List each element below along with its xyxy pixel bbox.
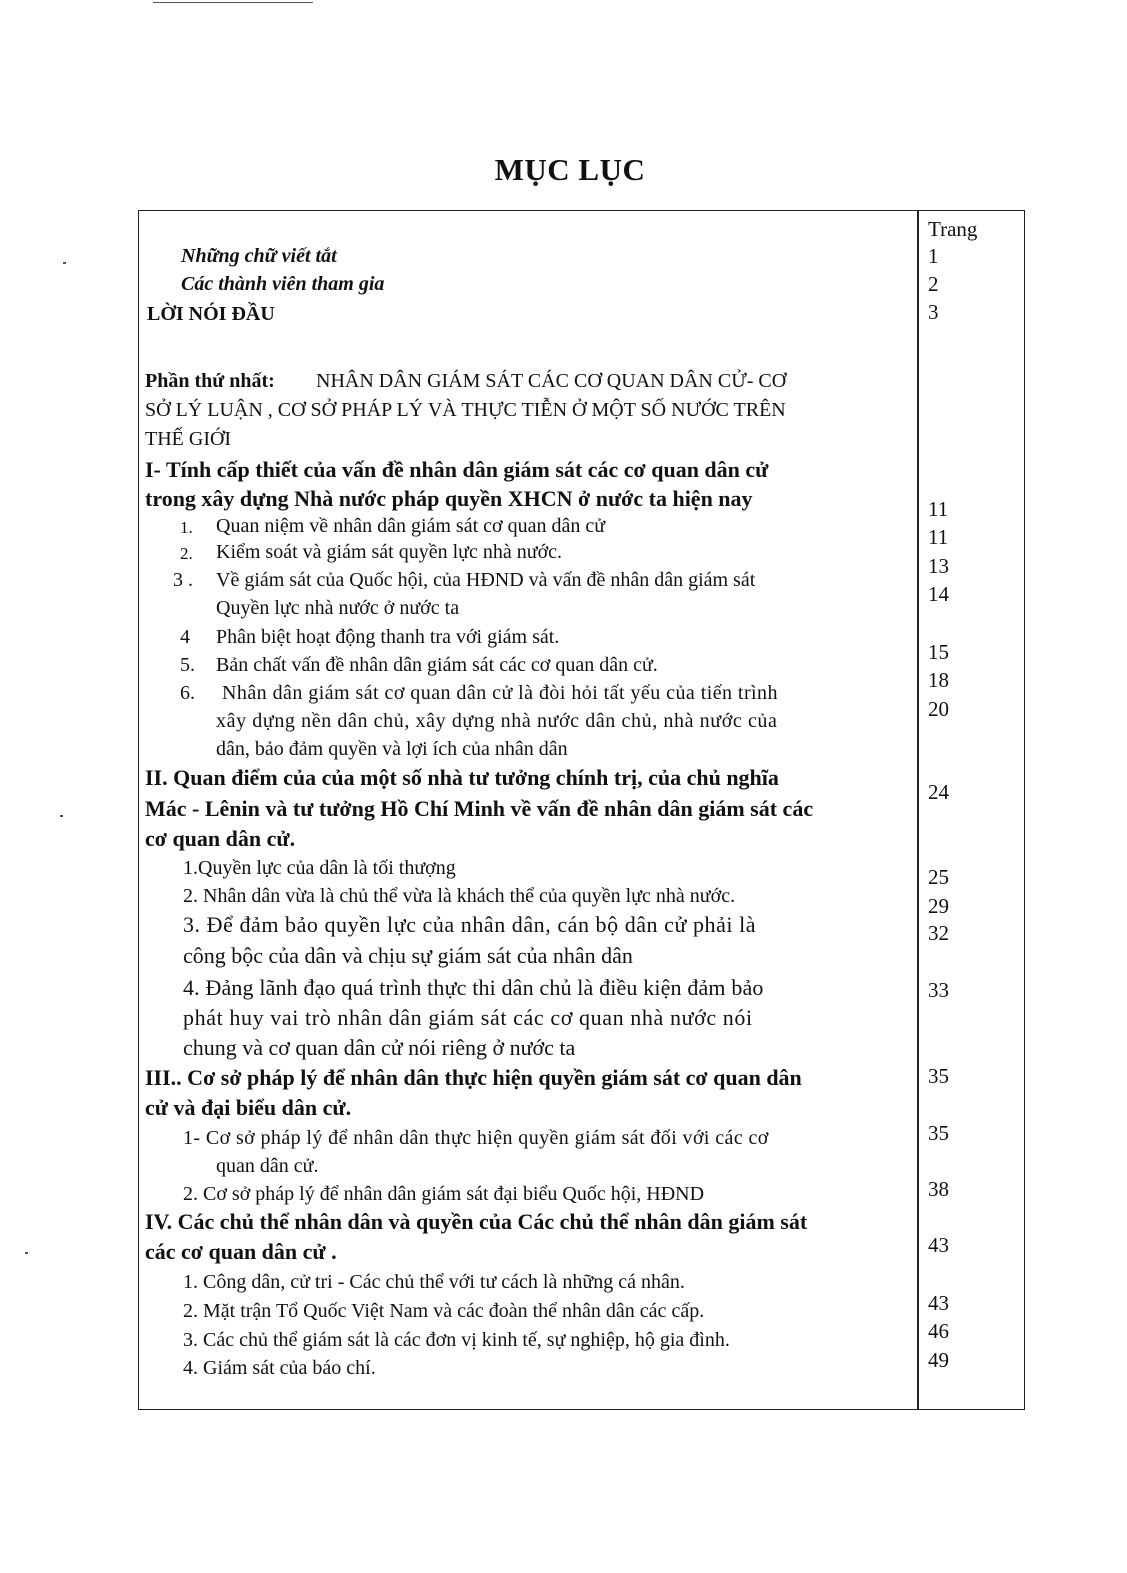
toc-item-text: công bộc của dân và chịu sự giám sát của nhân dân: [183, 943, 633, 968]
page-number: 14: [928, 582, 949, 606]
page-number: 15: [928, 640, 949, 664]
toc-item-text: 2. Cơ sở pháp lý để nhân dân giám sát đại biểu Quốc hội, HĐND: [183, 1183, 705, 1205]
toc-item-text: Quyền lực nhà nước ở nước ta: [216, 597, 460, 619]
section-heading-line: trong xây dựng Nhà nước pháp quyền XHCN ở nước ta hiện nay: [145, 486, 753, 511]
page-number: 20: [928, 697, 949, 721]
toc-entry-preface: LỜI NÓI ĐẦU: [147, 303, 275, 325]
page-number: 11: [928, 525, 949, 549]
page-number: 24: [928, 780, 949, 804]
toc-item-text: 2. Mặt trận Tổ Quốc Việt Nam và các đoàn thể nhân dân các cấp.: [183, 1300, 705, 1322]
page-number: 43: [928, 1233, 949, 1257]
toc-item-text: 3. Các chủ thể giám sát là các đơn vị kinh tế, sự nghiệp, hộ gia đình.: [183, 1329, 730, 1351]
toc-item-text: xây dựng nền dân chủ, xây dựng nhà nước dân chủ, nhà nước của: [216, 710, 778, 732]
page-number: 35: [928, 1121, 949, 1145]
toc-item-text: 1- Cơ sở pháp lý để nhân dân thực hiện quyền giám sát đối với các cơ: [183, 1127, 769, 1149]
toc-item-text: Bản chất vấn đề nhân dân giám sát các cơ quan dân cử.: [216, 654, 658, 676]
page-number: 1: [928, 244, 939, 268]
toc-item-text: Nhân dân giám sát cơ quan dân cử là đòi hỏi tất yếu của tiến trình: [222, 682, 778, 704]
page-number: 43: [928, 1291, 949, 1315]
toc-item-text: quan dân cử.: [216, 1155, 319, 1177]
toc-item-number: 3 .: [173, 569, 193, 591]
page-number: 49: [928, 1348, 949, 1372]
page-number: 29: [928, 894, 949, 918]
page-title: MỤC LỤC: [494, 152, 646, 187]
section-heading-line: I- Tính cấp thiết của vấn đề nhân dân giám sát các cơ quan dân cử: [145, 457, 769, 482]
toc-item-number: 4: [180, 626, 190, 648]
toc-item-text: 1.Quyền lực của dân là tối thượng: [183, 857, 456, 879]
toc-entry-members: Các thành viên tham gia: [181, 273, 385, 295]
toc-item-text: 1. Công dân, cử tri - Các chủ thể với tư cách là những cá nhân.: [183, 1271, 685, 1293]
section-heading-line: III.. Cơ sở pháp lý để nhân dân thực hiện quyền giám sát cơ quan dân: [145, 1065, 802, 1090]
section-heading-line: cơ quan dân cử.: [145, 826, 296, 851]
scan-speck: [60, 815, 63, 817]
page-column-header: Trang: [928, 217, 978, 241]
toc-entry-abbreviations: Những chữ viết tắt: [181, 245, 337, 267]
section-heading-line: II. Quan điểm của của một số nhà tư tưởng chính trị, của chủ nghĩa: [145, 765, 779, 790]
part-title-line: NHÂN DÂN GIÁM SÁT CÁC CƠ QUAN DÂN CỬ- CƠ: [316, 370, 787, 392]
toc-item-text: 2. Nhân dân vừa là chủ thể vừa là khách thể của quyền lực nhà nước.: [183, 885, 736, 907]
section-heading-line: cử và đại biểu dân cử.: [145, 1095, 352, 1120]
toc-item-text: 3. Để đảm bảo quyền lực của nhân dân, cán bộ dân cử phải là: [183, 912, 757, 937]
page-number: 2: [928, 272, 939, 296]
page-number: 35: [928, 1064, 949, 1088]
toc-item-number: 2.: [180, 544, 193, 563]
section-heading-line: IV. Các chủ thể nhân dân và quyền của Các chủ thể nhân dân giám sát: [145, 1209, 808, 1234]
page-number: 11: [928, 497, 949, 521]
toc-item-number: 5.: [180, 654, 195, 676]
part-title-line: SỞ LÝ LUẬN , CƠ SỞ PHÁP LÝ VÀ THỰC TIỄN Ở MỘT SỐ NƯỚC TRÊN: [145, 399, 786, 421]
toc-item-text: Quan niệm về nhân dân giám sát cơ quan dân cử: [216, 515, 606, 537]
toc-item-text: Kiểm soát và giám sát quyền lực nhà nước.: [216, 541, 563, 563]
part-label: Phần thứ nhất:: [145, 370, 275, 392]
page-column-divider: [917, 210, 919, 1410]
page-number: 32: [928, 921, 949, 945]
top-edge-line: [153, 2, 313, 3]
page-number: 46: [928, 1319, 949, 1343]
page-number: 13: [928, 554, 949, 578]
toc-item-text: Về giám sát của Quốc hội, của HĐND và vấn đề nhân dân giám sát: [216, 569, 756, 591]
toc-item-number: 1.: [180, 518, 193, 537]
toc-item-text: 4. Giám sát của báo chí.: [183, 1357, 376, 1379]
toc-item-text: Phân biệt hoạt động thanh tra với giám sát.: [216, 626, 560, 648]
scan-speck: [25, 1252, 28, 1254]
toc-item-text: phát huy vai trò nhân dân giám sát các cơ quan nhà nước nói: [183, 1005, 753, 1030]
page-number: 3: [928, 300, 939, 324]
toc-item-text: chung và cơ quan dân cử nói riêng ở nước ta: [183, 1035, 576, 1060]
scan-speck: [63, 262, 66, 264]
section-heading-line: Mác - Lênin và tư tưởng Hồ Chí Minh về vấn đề nhân dân giám sát các: [145, 796, 814, 821]
page-number: 38: [928, 1177, 949, 1201]
page-number: 25: [928, 865, 949, 889]
page-number: 33: [928, 978, 949, 1002]
toc-item-text: 4. Đảng lãnh đạo quá trình thực thi dân chủ là điều kiện đảm bảo: [183, 975, 764, 1000]
section-heading-line: các cơ quan dân cử .: [145, 1239, 337, 1264]
toc-item-number: 6.: [180, 682, 195, 704]
part-title-line: THẾ GIỚI: [145, 428, 232, 450]
page-number: 18: [928, 668, 949, 692]
toc-item-text: dân, bảo đảm quyền và lợi ích của nhân dân: [216, 738, 568, 760]
